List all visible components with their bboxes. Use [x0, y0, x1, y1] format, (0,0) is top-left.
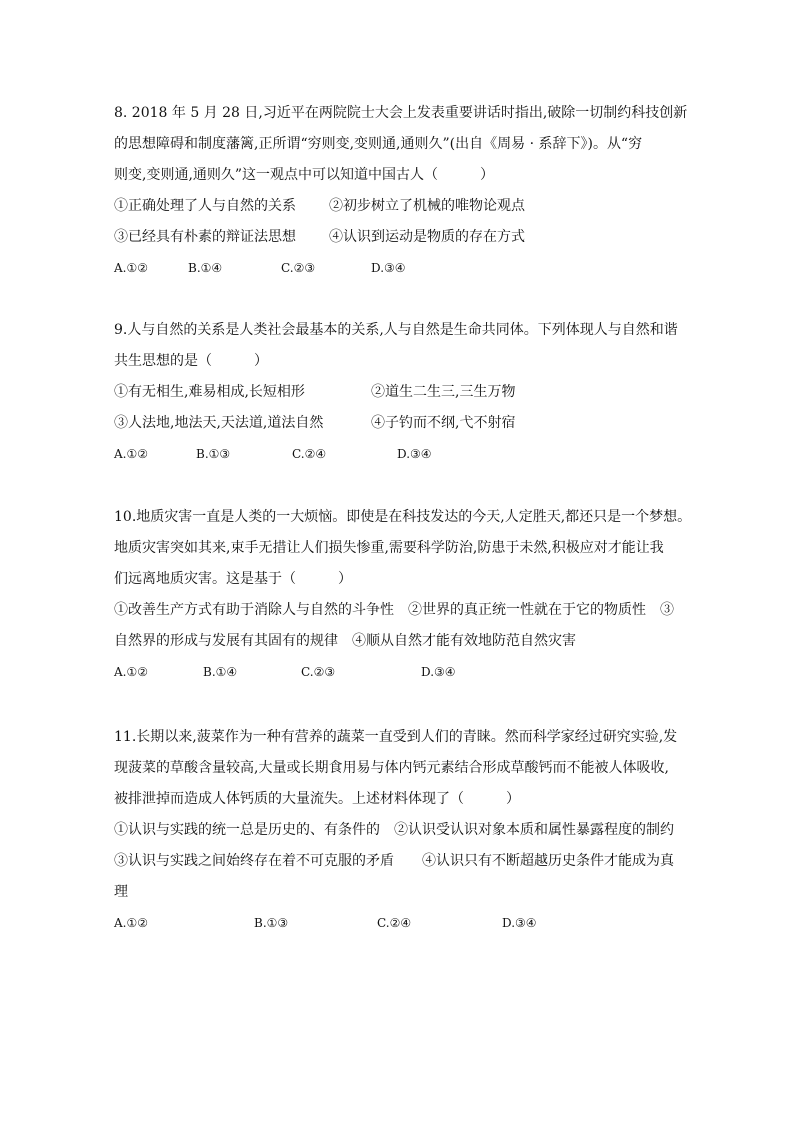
question-stem-line: ①认识与实践的统一总是历史的、有条件的 ②认识受认识对象本质和属性暴露程度的制约 [114, 822, 674, 838]
choice-a: A.①② [114, 447, 148, 461]
choice-d: D.③④ [371, 261, 406, 275]
choice-d: D.③④ [397, 447, 432, 461]
option-item: ③已经具有朴素的辩证法思想 [114, 229, 296, 245]
question-stem-line: 共生思想的是（ ） [114, 353, 268, 369]
answer-choices [114, 908, 684, 939]
question-stem-line: 的思想障碍和制度藩篱,正所谓“穷则变,变则通,通则久”(出自《周易 · 系辞下》)。从“穷 [114, 136, 643, 152]
question-stem-line: 地质灾害突如其来,束手无措让人们损失惨重,需要科学防治,防患于未然,积极应对才能让我 [114, 540, 664, 556]
choice-c: C.②④ [377, 916, 412, 930]
question-stem-line: 自然界的形成与发展有其固有的规律 ④顺从自然才能有效地防范自然灾害 [114, 633, 576, 649]
choice-b: B.①④ [188, 261, 223, 275]
question-stem-line: ③认识与实践之间始终存在着不可克服的矛盾 ④认识只有不断超越历史条件才能成为真 [114, 853, 674, 869]
question-8 [114, 98, 688, 284]
question-9 [114, 315, 684, 470]
question-stem-line: ①改善生产方式有助于消除人与自然的斗争性 ②世界的真正统一性就在于它的物质性 ③ [114, 602, 674, 618]
choice-c: C.②④ [292, 447, 327, 461]
choice-b: B.①③ [254, 916, 289, 930]
choice-a: A.①② [114, 665, 148, 679]
answer-choices [114, 439, 684, 470]
question-stem-line: 则变,变则通,通则久”这一观点中可以知道中国古人（ ） [114, 167, 495, 183]
option-item: ①有无相生,难易相成,长短相形 [114, 384, 305, 400]
choice-b: B.①④ [203, 665, 238, 679]
option-item: ②道生二生三,三生万物 [371, 384, 516, 400]
choice-c: C.②③ [281, 261, 316, 275]
choice-d: D.③④ [502, 916, 537, 930]
question-stem-line: 8. 2018 年 5 月 28 日,习近平在两院院士大会上发表重要讲话时指出,破除一切制约科技创新 [114, 105, 688, 121]
option-item: ④认识到运动是物质的存在方式 [329, 229, 525, 245]
question-stem-line: 们远离地质灾害。这是基于（ ） [114, 571, 352, 587]
choice-a: A.①② [114, 261, 148, 275]
question-stem-line: 10.地质灾害一直是人类的一大烦恼。即使是在科技发达的今天,人定胜天,都还只是一个梦想。 [114, 509, 692, 525]
option-item: ④子钓而不纲,弋不射宿 [371, 415, 516, 431]
question-11 [114, 722, 684, 939]
option-item: ②初步树立了机械的唯物论观点 [329, 198, 525, 214]
choice-a: A.①② [114, 916, 148, 930]
choice-c: C.②③ [301, 665, 336, 679]
option-item: ①正确处理了人与自然的关系 [114, 198, 296, 214]
option-row [114, 222, 684, 253]
answer-choices [114, 657, 684, 688]
question-stem-line: 理 [114, 884, 128, 900]
option-row [114, 408, 684, 439]
question-stem-line: 现菠菜的草酸含量较高,大量或长期食用易与体内钙元素结合形成草酸钙而不能被人体吸收, [114, 760, 669, 776]
question-stem-line: 11.长期以来,菠菜作为一种有营养的蔬菜一直受到人们的青睐。然而科学家经过研究实验,发 [114, 729, 678, 745]
option-row [114, 191, 684, 222]
option-item: ③人法地,地法天,天法道,道法自然 [114, 415, 324, 431]
choice-b: B.①③ [196, 447, 231, 461]
answer-choices [114, 253, 684, 284]
question-10 [114, 502, 692, 688]
question-stem-line: 9.人与自然的关系是人类社会最基本的关系,人与自然是生命共同体。下列体现人与自然和谐 [114, 322, 678, 338]
question-stem-line: 被排泄掉而造成人体钙质的大量流失。上述材料体现了（ ） [114, 791, 520, 807]
option-row [114, 377, 684, 408]
choice-d: D.③④ [421, 665, 456, 679]
